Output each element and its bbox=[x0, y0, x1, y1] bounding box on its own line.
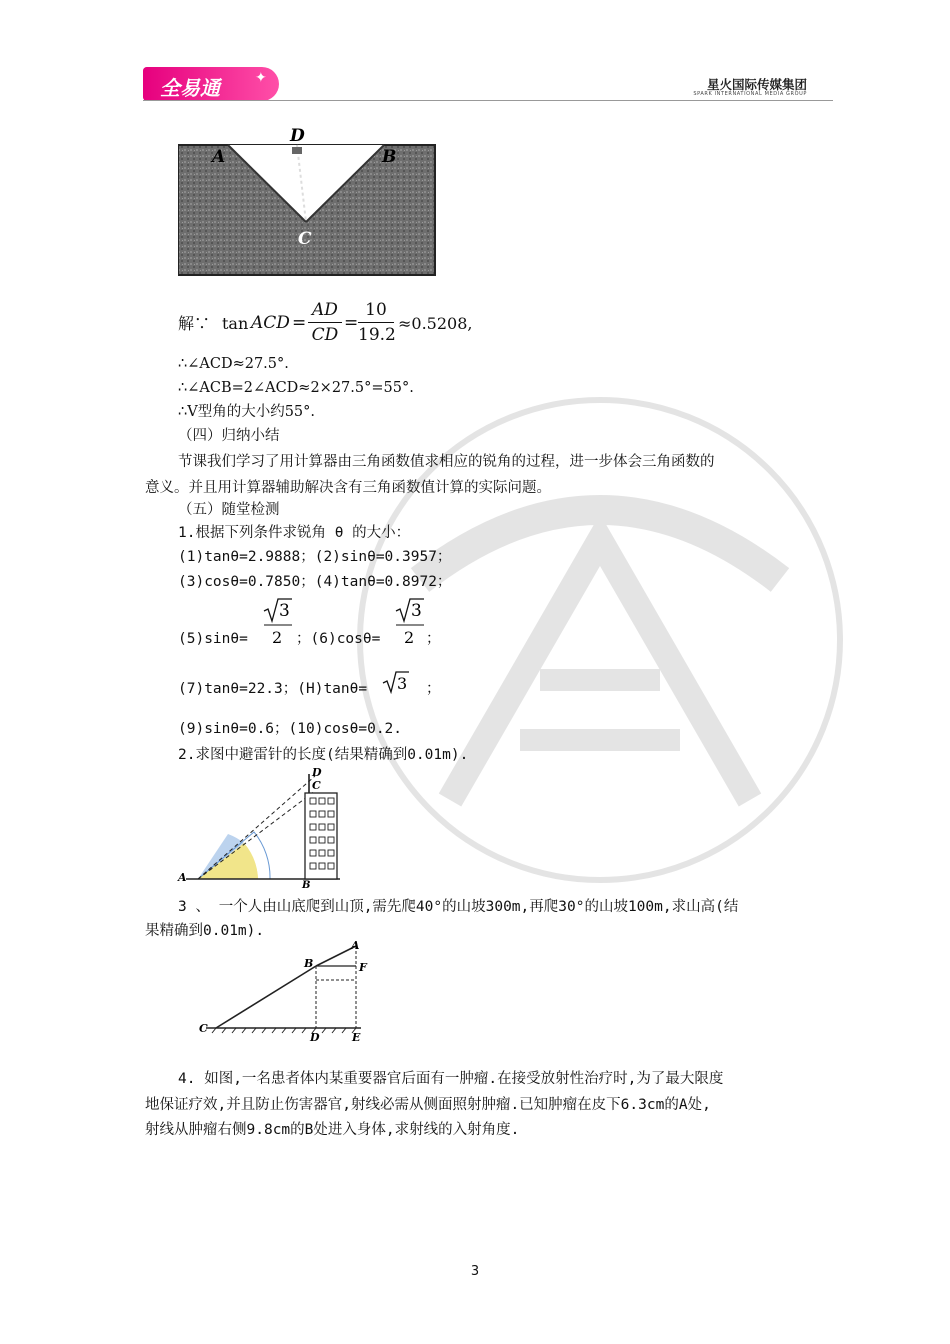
label-b: B bbox=[382, 147, 397, 167]
question-1-line: ；(6)cosθ= bbox=[296, 631, 381, 647]
figure-lightning-rod bbox=[176, 764, 346, 888]
label-a: A bbox=[351, 940, 360, 952]
label-a: A bbox=[212, 147, 226, 167]
denominator: CD bbox=[311, 325, 339, 345]
question-1-line: (1)tanθ=2.9888；(2)sinθ=0.3957； bbox=[178, 549, 452, 565]
fraction-ad-cd bbox=[308, 300, 342, 345]
solution-result: ≈0.5208, bbox=[398, 314, 473, 333]
label-c: C bbox=[199, 1022, 208, 1035]
question-1-line: (3)cosθ=0.7850；(4)tanθ=0.8972； bbox=[178, 574, 452, 590]
solution-func: tan bbox=[222, 314, 249, 333]
question-1-line: (7)tanθ=22.3；(H)tanθ= bbox=[178, 681, 368, 697]
svg-text:2: 2 bbox=[404, 628, 415, 647]
publisher-name: 星火国际传媒集团 bbox=[706, 77, 807, 92]
label-c: C bbox=[298, 229, 312, 249]
brand-logo-text: 全易通 bbox=[160, 76, 220, 100]
solution-prefix: 解∵ bbox=[178, 314, 211, 333]
label-b: B bbox=[302, 880, 311, 888]
label-d: D bbox=[310, 1031, 320, 1044]
question-3-line: 果精确到0.01m). bbox=[145, 923, 265, 939]
question-4-line: 4. 如图,一名患者体内某重要器官后面有一肿瘤.在接受放射性治疗时,为了最大限度 bbox=[178, 1071, 724, 1087]
question-3-line: 3 、 一个人由山底爬到山顶,需先爬40°的山坡300m,再爬30°的山坡100m,求山高(结 bbox=[178, 899, 739, 915]
star-icon: ✦ bbox=[255, 70, 267, 86]
sqrt3 bbox=[382, 670, 410, 694]
question-1-line: ； bbox=[426, 631, 441, 647]
svg-text:2: 2 bbox=[272, 628, 283, 647]
figure-mountain-slope bbox=[196, 940, 376, 1045]
sqrt3-over-2 bbox=[262, 595, 294, 647]
label-a: A bbox=[178, 871, 187, 884]
label-d: D bbox=[312, 766, 322, 779]
question-4-line: 地保证疗效,并且防止伤害器官,射线必需从侧面照射肿瘤.已知肿瘤在皮下6.3cm的A处, bbox=[145, 1097, 711, 1113]
question-1-line: (5)sinθ= bbox=[178, 631, 248, 647]
fraction-10-19 bbox=[358, 300, 394, 345]
label-e: E bbox=[352, 1031, 361, 1044]
publisher-subtitle: SPARK INTERNATIONAL MEDIA GROUP bbox=[693, 91, 807, 97]
equals-sign: = bbox=[344, 313, 359, 333]
svg-text:3: 3 bbox=[411, 601, 422, 621]
question-4-line: 射线从肿瘤右侧9.8cm的B处进入身体,求射线的入射角度. bbox=[145, 1122, 520, 1138]
page-number: 3 bbox=[470, 1264, 480, 1279]
paragraph-line: 节课我们学习了用计算器由三角函数值求相应的锐角的过程，进一步体会三角函数的 bbox=[178, 454, 715, 470]
label-d: D bbox=[290, 126, 305, 146]
paragraph-line: 意义。并且用计算器辅助解决含有三角函数值计算的实际问题。 bbox=[145, 480, 551, 496]
equals-sign: = bbox=[292, 313, 307, 333]
solution-line: ∴V型角的大小约55°. bbox=[178, 404, 316, 420]
label-f: F bbox=[359, 961, 367, 974]
sqrt3-over-2 bbox=[394, 595, 426, 647]
figure-v-groove bbox=[178, 125, 436, 277]
solution-angle: ACD bbox=[251, 313, 290, 333]
question-2: 2.求图中避雷针的长度(结果精确到0.01m). bbox=[178, 747, 469, 763]
solution-line: ∴∠ACD≈27.5°. bbox=[178, 356, 289, 372]
solution-line: ∴∠ACB=2∠ACD≈2×27.5°=55°. bbox=[178, 380, 414, 396]
question-1: 1.根据下列条件求锐角 θ 的大小： bbox=[178, 525, 411, 541]
denominator: 19.2 bbox=[358, 325, 396, 345]
label-b: B bbox=[304, 957, 314, 970]
svg-text:3: 3 bbox=[397, 674, 408, 693]
section-heading: （四）归纳小结 bbox=[178, 428, 280, 444]
question-1-line: (9)sinθ=0.6；(10)cosθ=0.2. bbox=[178, 721, 403, 737]
svg-text:3: 3 bbox=[279, 601, 290, 621]
header-divider bbox=[143, 100, 833, 101]
label-c: C bbox=[312, 779, 321, 792]
numerator: AD bbox=[312, 300, 338, 320]
question-1-line: ； bbox=[426, 681, 441, 697]
section-heading: （五）随堂检测 bbox=[178, 502, 280, 518]
numerator: 10 bbox=[365, 300, 387, 320]
